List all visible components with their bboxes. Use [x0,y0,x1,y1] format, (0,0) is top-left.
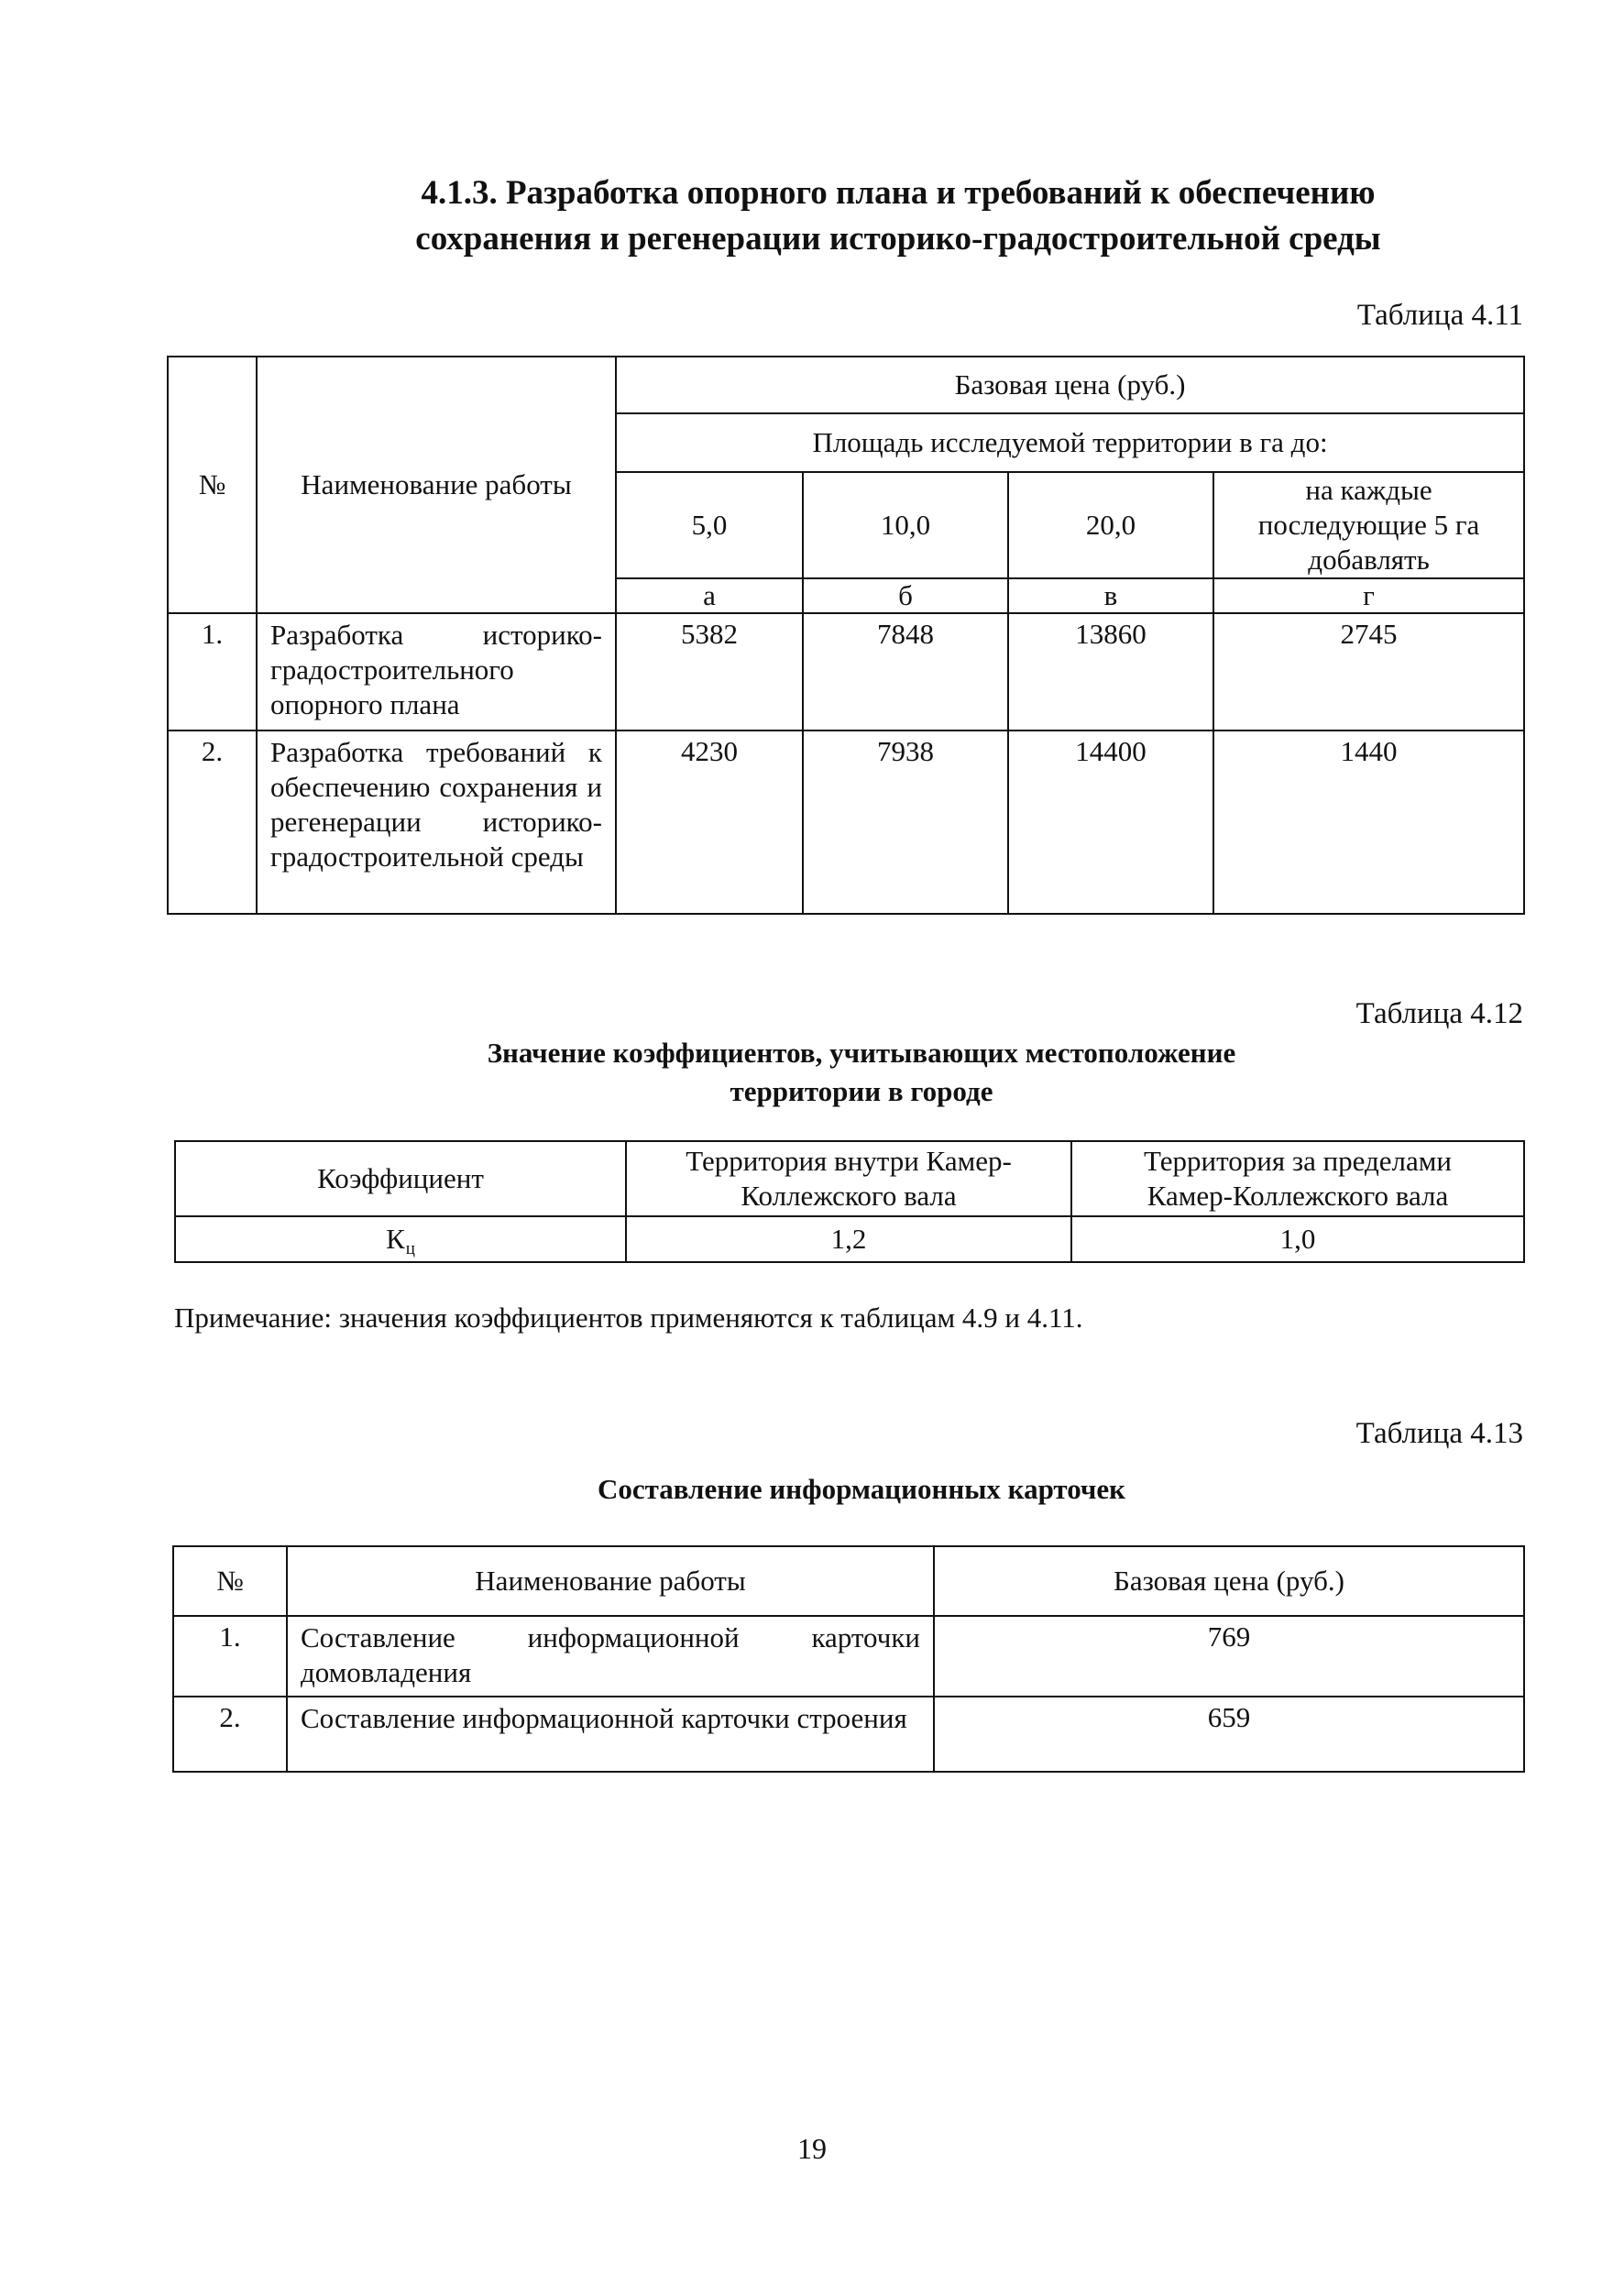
header-coefficient: Коэффициент [175,1141,626,1216]
table-4-12-title-line-2: территории в городе [730,1075,993,1107]
header-work-name: Наименование работы [257,357,616,613]
header-area-10: 10,0 [803,472,1008,578]
table-4-11 [167,356,1525,915]
row-value-g: 1440 [1213,731,1524,914]
header-area: Площадь исследуемой территории в га до: [616,413,1524,472]
section-heading-line-1: 4.1.3. Разработка опорного плана и требований к обеспечению [421,174,1376,212]
column-letter-v: в [1008,578,1213,613]
table-row [173,1616,1524,1697]
row-work-name: Разработка требований к обеспечению сохранения и регенерации историко-градостроительной среды [257,731,616,914]
row-value-a: 4230 [616,731,803,914]
row-number: 2. [173,1697,287,1772]
table-4-12-label: Таблица 4.12 [1355,997,1523,1030]
coefficient-subscript: ц [405,1239,415,1258]
table-4-13-label: Таблица 4.13 [1355,1417,1523,1450]
table-4-12-title [348,1034,1375,1111]
page-number: 19 [797,2132,827,2165]
row-work-name: Составление информационной карточки строения [287,1697,934,1772]
row-price: 769 [934,1616,1524,1697]
row-number: 1. [168,613,257,731]
row-value-v: 13860 [1008,613,1213,731]
header-area-5: 5,0 [616,472,803,578]
row-work-name: Разработка историко-градостроительного опорного плана [257,613,616,731]
value-outside-wall: 1,0 [1071,1216,1524,1262]
row-price: 659 [934,1697,1524,1772]
header-number: № [173,1546,287,1616]
header-work-name: Наименование работы [287,1546,934,1616]
table-row [168,731,1524,914]
row-number: 2. [168,731,257,914]
column-letter-a: а [616,578,803,613]
row-value-v: 14400 [1008,731,1213,914]
table-4-12-title-line-1: Значение коэффициентов, учитывающих местоположение [487,1037,1236,1069]
header-outside-wall: Территория за пределами Камер-Коллежского вала [1071,1141,1524,1216]
row-work-name: Составление информационной карточки домовладения [287,1616,934,1697]
table-4-12 [174,1140,1525,1263]
column-letter-b: б [803,578,1008,613]
table-4-13-title: Составление информационных карточек [597,1473,1126,1505]
header-base-price: Базовая цена (руб.) [616,357,1524,413]
row-value-b: 7848 [803,613,1008,731]
section-heading [275,170,1521,262]
header-area-20: 20,0 [1008,472,1213,578]
header-number: № [168,357,257,613]
header-inside-wall: Территория внутри Камер-Коллежского вала [626,1141,1071,1216]
section-heading-line-2: сохранения и регенерации историко-градостроительной среды [415,220,1381,258]
table-row [175,1216,1524,1262]
table-row [173,1697,1524,1772]
row-number: 1. [173,1616,287,1697]
row-value-b: 7938 [803,731,1008,914]
header-area-each-next: на каждые последующие 5 га добавлять [1213,472,1524,578]
column-letter-g: г [1213,578,1524,613]
table-row [168,613,1524,731]
row-value-a: 5382 [616,613,803,731]
coefficient-letter: К [386,1223,405,1255]
table-4-11-label: Таблица 4.11 [1356,299,1523,332]
header-base-price: Базовая цена (руб.) [934,1546,1524,1616]
value-inside-wall: 1,2 [626,1216,1071,1262]
coefficient-symbol [175,1216,626,1262]
table-4-13 [172,1545,1525,1773]
row-value-g: 2745 [1213,613,1524,731]
table-4-12-note: Примечание: значения коэффициентов применяются к таблицам 4.9 и 4.11. [174,1302,1083,1334]
